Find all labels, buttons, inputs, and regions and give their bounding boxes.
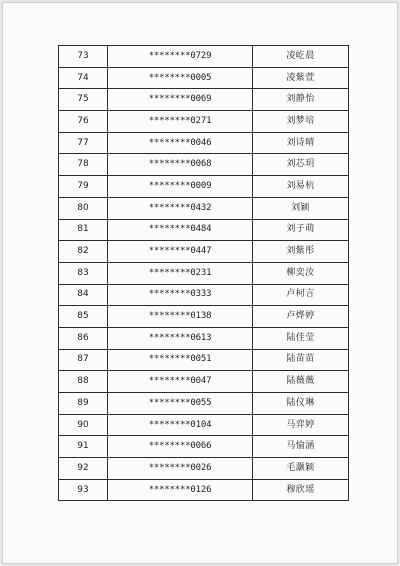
masked-id-number: ********0729 [108,46,253,68]
row-number: 91 [59,436,108,458]
person-name: 柳奕汝 [253,262,349,284]
masked-id-number: ********0066 [108,436,253,458]
table-row [59,219,349,241]
masked-id-number: ********0005 [108,67,253,89]
masked-id-number: ********0047 [108,371,253,393]
row-number: 76 [59,111,108,133]
table-row [59,132,349,154]
row-number: 78 [59,154,108,176]
person-name: 刘静怡 [253,89,349,111]
table-row [59,176,349,198]
table-row [59,414,349,436]
masked-id-number: ********0126 [108,479,253,501]
masked-id-number: ********0613 [108,327,253,349]
person-name: 凌屹晨 [253,46,349,68]
person-name: 卢烨婷 [253,306,349,328]
row-number: 89 [59,393,108,415]
roster-table-body [59,46,349,501]
row-number: 92 [59,458,108,480]
person-name: 陆薇薇 [253,371,349,393]
person-name: 刘颖 [253,197,349,219]
table-row [59,67,349,89]
student-roster-table [58,45,349,501]
person-name: 穆欣瑶 [253,479,349,501]
person-name: 陆佳莹 [253,327,349,349]
masked-id-number: ********0055 [108,393,253,415]
row-number: 74 [59,67,108,89]
table-row [59,46,349,68]
row-number: 87 [59,349,108,371]
row-number: 73 [59,46,108,68]
row-number: 90 [59,414,108,436]
person-name: 刘紫彤 [253,241,349,263]
masked-id-number: ********0009 [108,176,253,198]
row-number: 79 [59,176,108,198]
row-number: 88 [59,371,108,393]
table-row [59,241,349,263]
table-row [59,111,349,133]
person-name: 马弈婷 [253,414,349,436]
table-row [59,197,349,219]
row-number: 82 [59,241,108,263]
masked-id-number: ********0068 [108,154,253,176]
table-row [59,154,349,176]
person-name: 凌紫萱 [253,67,349,89]
person-name: 马愉涵 [253,436,349,458]
row-number: 75 [59,89,108,111]
table-row [59,458,349,480]
row-number: 93 [59,479,108,501]
person-name: 陆仪琳 [253,393,349,415]
table-row [59,371,349,393]
table-row [59,306,349,328]
table-row [59,262,349,284]
table-row [59,479,349,501]
table-row [59,284,349,306]
person-name: 陆苗苗 [253,349,349,371]
masked-id-number: ********0231 [108,262,253,284]
masked-id-number: ********0484 [108,219,253,241]
table-row [59,436,349,458]
person-name: 刘诗晴 [253,132,349,154]
masked-id-number: ********0432 [108,197,253,219]
table-row [59,327,349,349]
masked-id-number: ********0104 [108,414,253,436]
row-number: 86 [59,327,108,349]
masked-id-number: ********0026 [108,458,253,480]
table-row [59,89,349,111]
row-number: 81 [59,219,108,241]
scanned-page [2,2,398,564]
person-name: 刘芯玥 [253,154,349,176]
masked-id-number: ********0333 [108,284,253,306]
row-number: 80 [59,197,108,219]
person-name: 毛灏颖 [253,458,349,480]
row-number: 77 [59,132,108,154]
table-row [59,349,349,371]
row-number: 84 [59,284,108,306]
masked-id-number: ********0271 [108,111,253,133]
masked-id-number: ********0447 [108,241,253,263]
person-name: 刘子萌 [253,219,349,241]
masked-id-number: ********0069 [108,89,253,111]
table-row [59,393,349,415]
person-name: 刘梦培 [253,111,349,133]
masked-id-number: ********0051 [108,349,253,371]
masked-id-number: ********0138 [108,306,253,328]
person-name: 卢柯言 [253,284,349,306]
row-number: 85 [59,306,108,328]
masked-id-number: ********0046 [108,132,253,154]
person-name: 刘易杭 [253,176,349,198]
row-number: 83 [59,262,108,284]
